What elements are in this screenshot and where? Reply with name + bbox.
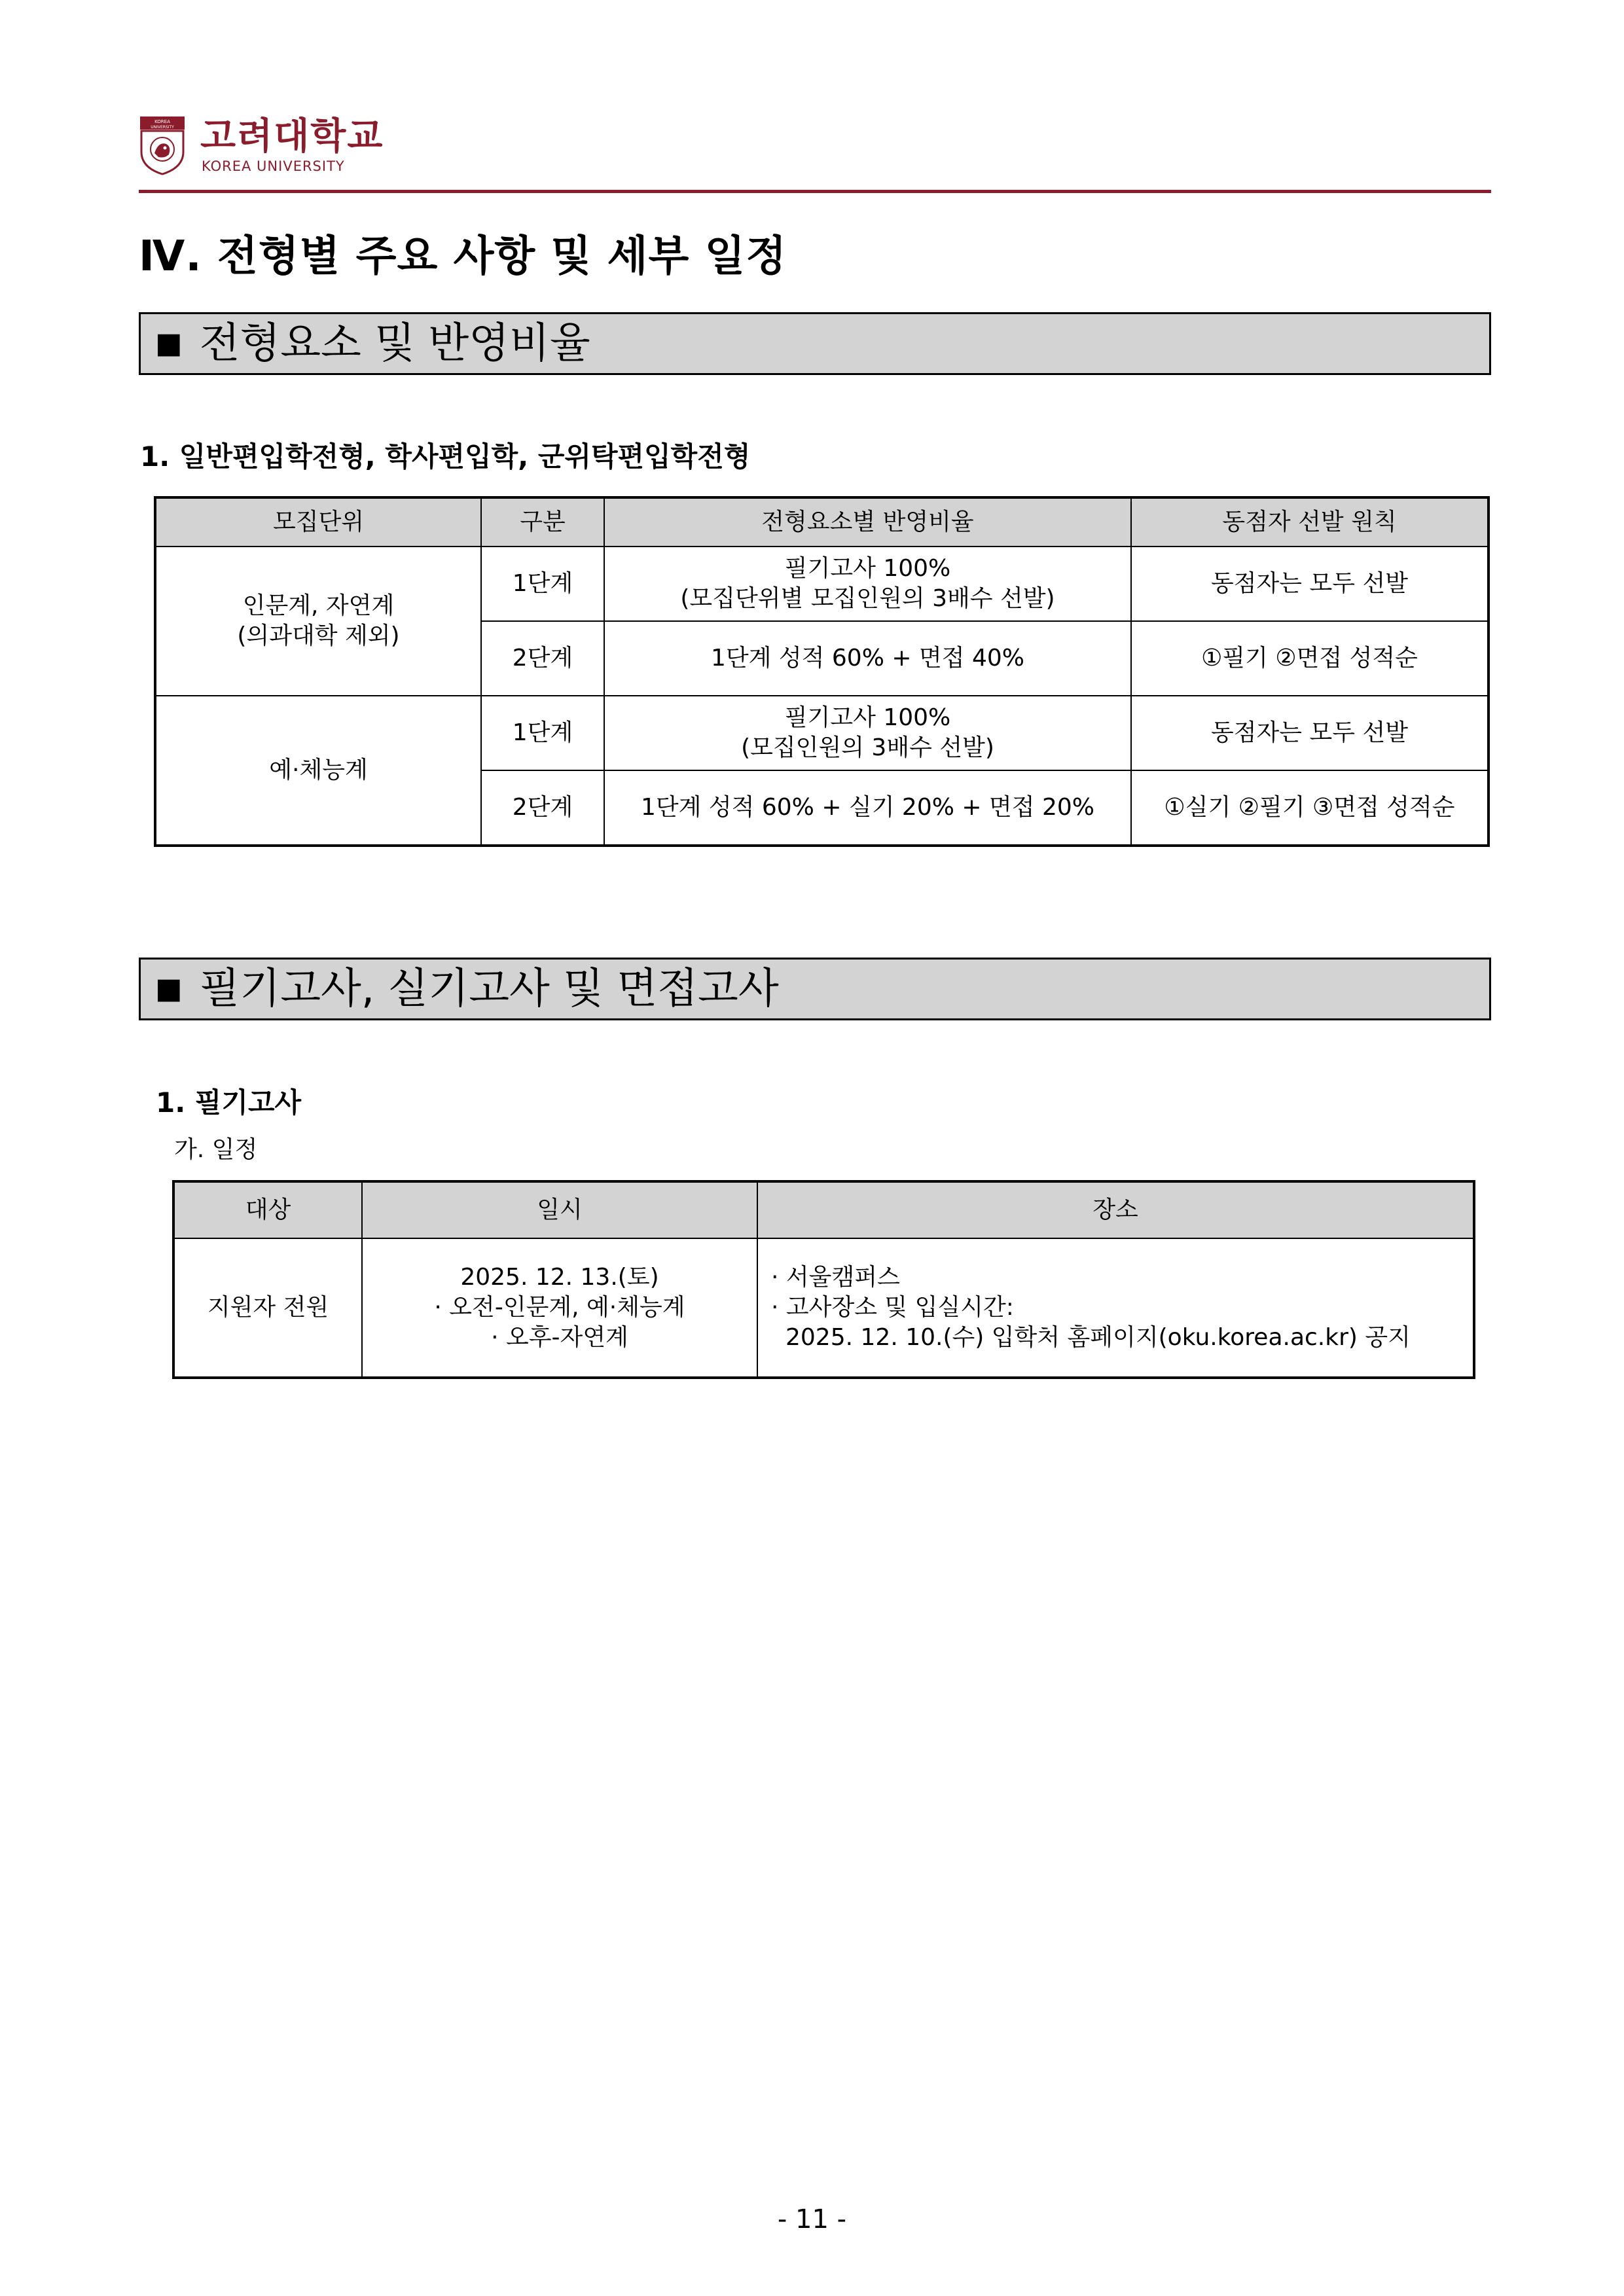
column-header: 모집단위: [155, 497, 481, 547]
column-header: 일시: [362, 1181, 757, 1238]
chapter-title: Ⅳ. 전형별 주요 사항 및 세부 일정: [139, 232, 787, 281]
table-row: [173, 1238, 1474, 1378]
tie-rule-cell: 동점자는 모두 선발: [1131, 547, 1489, 621]
university-name-english: KOREA UNIVERSITY: [202, 158, 345, 174]
column-header: 대상: [173, 1181, 362, 1238]
column-header: 전형요소별 반영비율: [604, 497, 1131, 547]
stage-cell: 1단계: [481, 547, 604, 621]
tie-rule-cell: ①필기 ②면접 성적순: [1131, 621, 1489, 696]
exam-schedule-table: [172, 1180, 1475, 1379]
column-header: 동점자 선발 원칙: [1131, 497, 1489, 547]
tie-rule-cell: ①실기 ②필기 ③면접 성적순: [1131, 770, 1489, 846]
datetime-cell: 2025. 12. 13.(토) · 오전-인문계, 예·체능계 · 오후-자연계: [362, 1238, 757, 1378]
stage-cell: 1단계: [481, 696, 604, 770]
target-cell: 지원자 전원: [173, 1238, 362, 1378]
section-heading-box: [139, 958, 1491, 1020]
section-title: 전형요소 및 반영비율: [199, 319, 590, 368]
page-number: - 11 -: [777, 2204, 847, 2234]
ratio-cell: 필기고사 100% (모집단위별 모집인원의 3배수 선발): [604, 547, 1131, 621]
column-header: 구분: [481, 497, 604, 547]
table-header-row: [155, 497, 1489, 547]
svg-text:UNIVERSITY: UNIVERSITY: [151, 125, 174, 130]
table-row: [155, 547, 1489, 621]
section-heading-box: [139, 312, 1491, 375]
svg-text:KOREA: KOREA: [154, 119, 170, 124]
recruitment-unit-cell: 예·체능계: [155, 696, 481, 846]
korea-university-emblem-icon: [139, 115, 186, 175]
ratio-cell: 1단계 성적 60% + 실기 20% + 면접 20%: [604, 770, 1131, 846]
section-title: 필기고사, 실기고사 및 면접고사: [199, 965, 779, 1013]
stage-cell: 2단계: [481, 621, 604, 696]
subsection-title: 1. 일반편입학전형, 학사편입학, 군위탁편입학전형: [140, 440, 751, 473]
tie-rule-cell: 동점자는 모두 선발: [1131, 696, 1489, 770]
table-header-row: [173, 1181, 1474, 1238]
square-bullet-icon: ■: [155, 327, 183, 360]
square-bullet-icon: ■: [155, 972, 183, 1005]
sub-subsection-title: 가. 일정: [174, 1136, 258, 1163]
admission-ratio-table: [154, 496, 1490, 847]
stage-cell: 2단계: [481, 770, 604, 846]
university-logo: [139, 115, 401, 181]
header-divider: [139, 190, 1491, 193]
location-cell: · 서울캠퍼스 · 고사장소 및 입실시간: 2025. 12. 10.(수) 입학처 홈페이지(oku.korea.ac.kr) 공지: [757, 1238, 1474, 1378]
university-name-korean: 고려대학교: [200, 115, 384, 158]
ratio-cell: 필기고사 100% (모집인원의 3배수 선발): [604, 696, 1131, 770]
table-row: [155, 696, 1489, 770]
recruitment-unit-cell: 인문계, 자연계 (의과대학 제외): [155, 547, 481, 696]
ratio-cell: 1단계 성적 60% + 면접 40%: [604, 621, 1131, 696]
subsection-title: 1. 필기고사: [156, 1086, 302, 1119]
column-header: 장소: [757, 1181, 1474, 1238]
